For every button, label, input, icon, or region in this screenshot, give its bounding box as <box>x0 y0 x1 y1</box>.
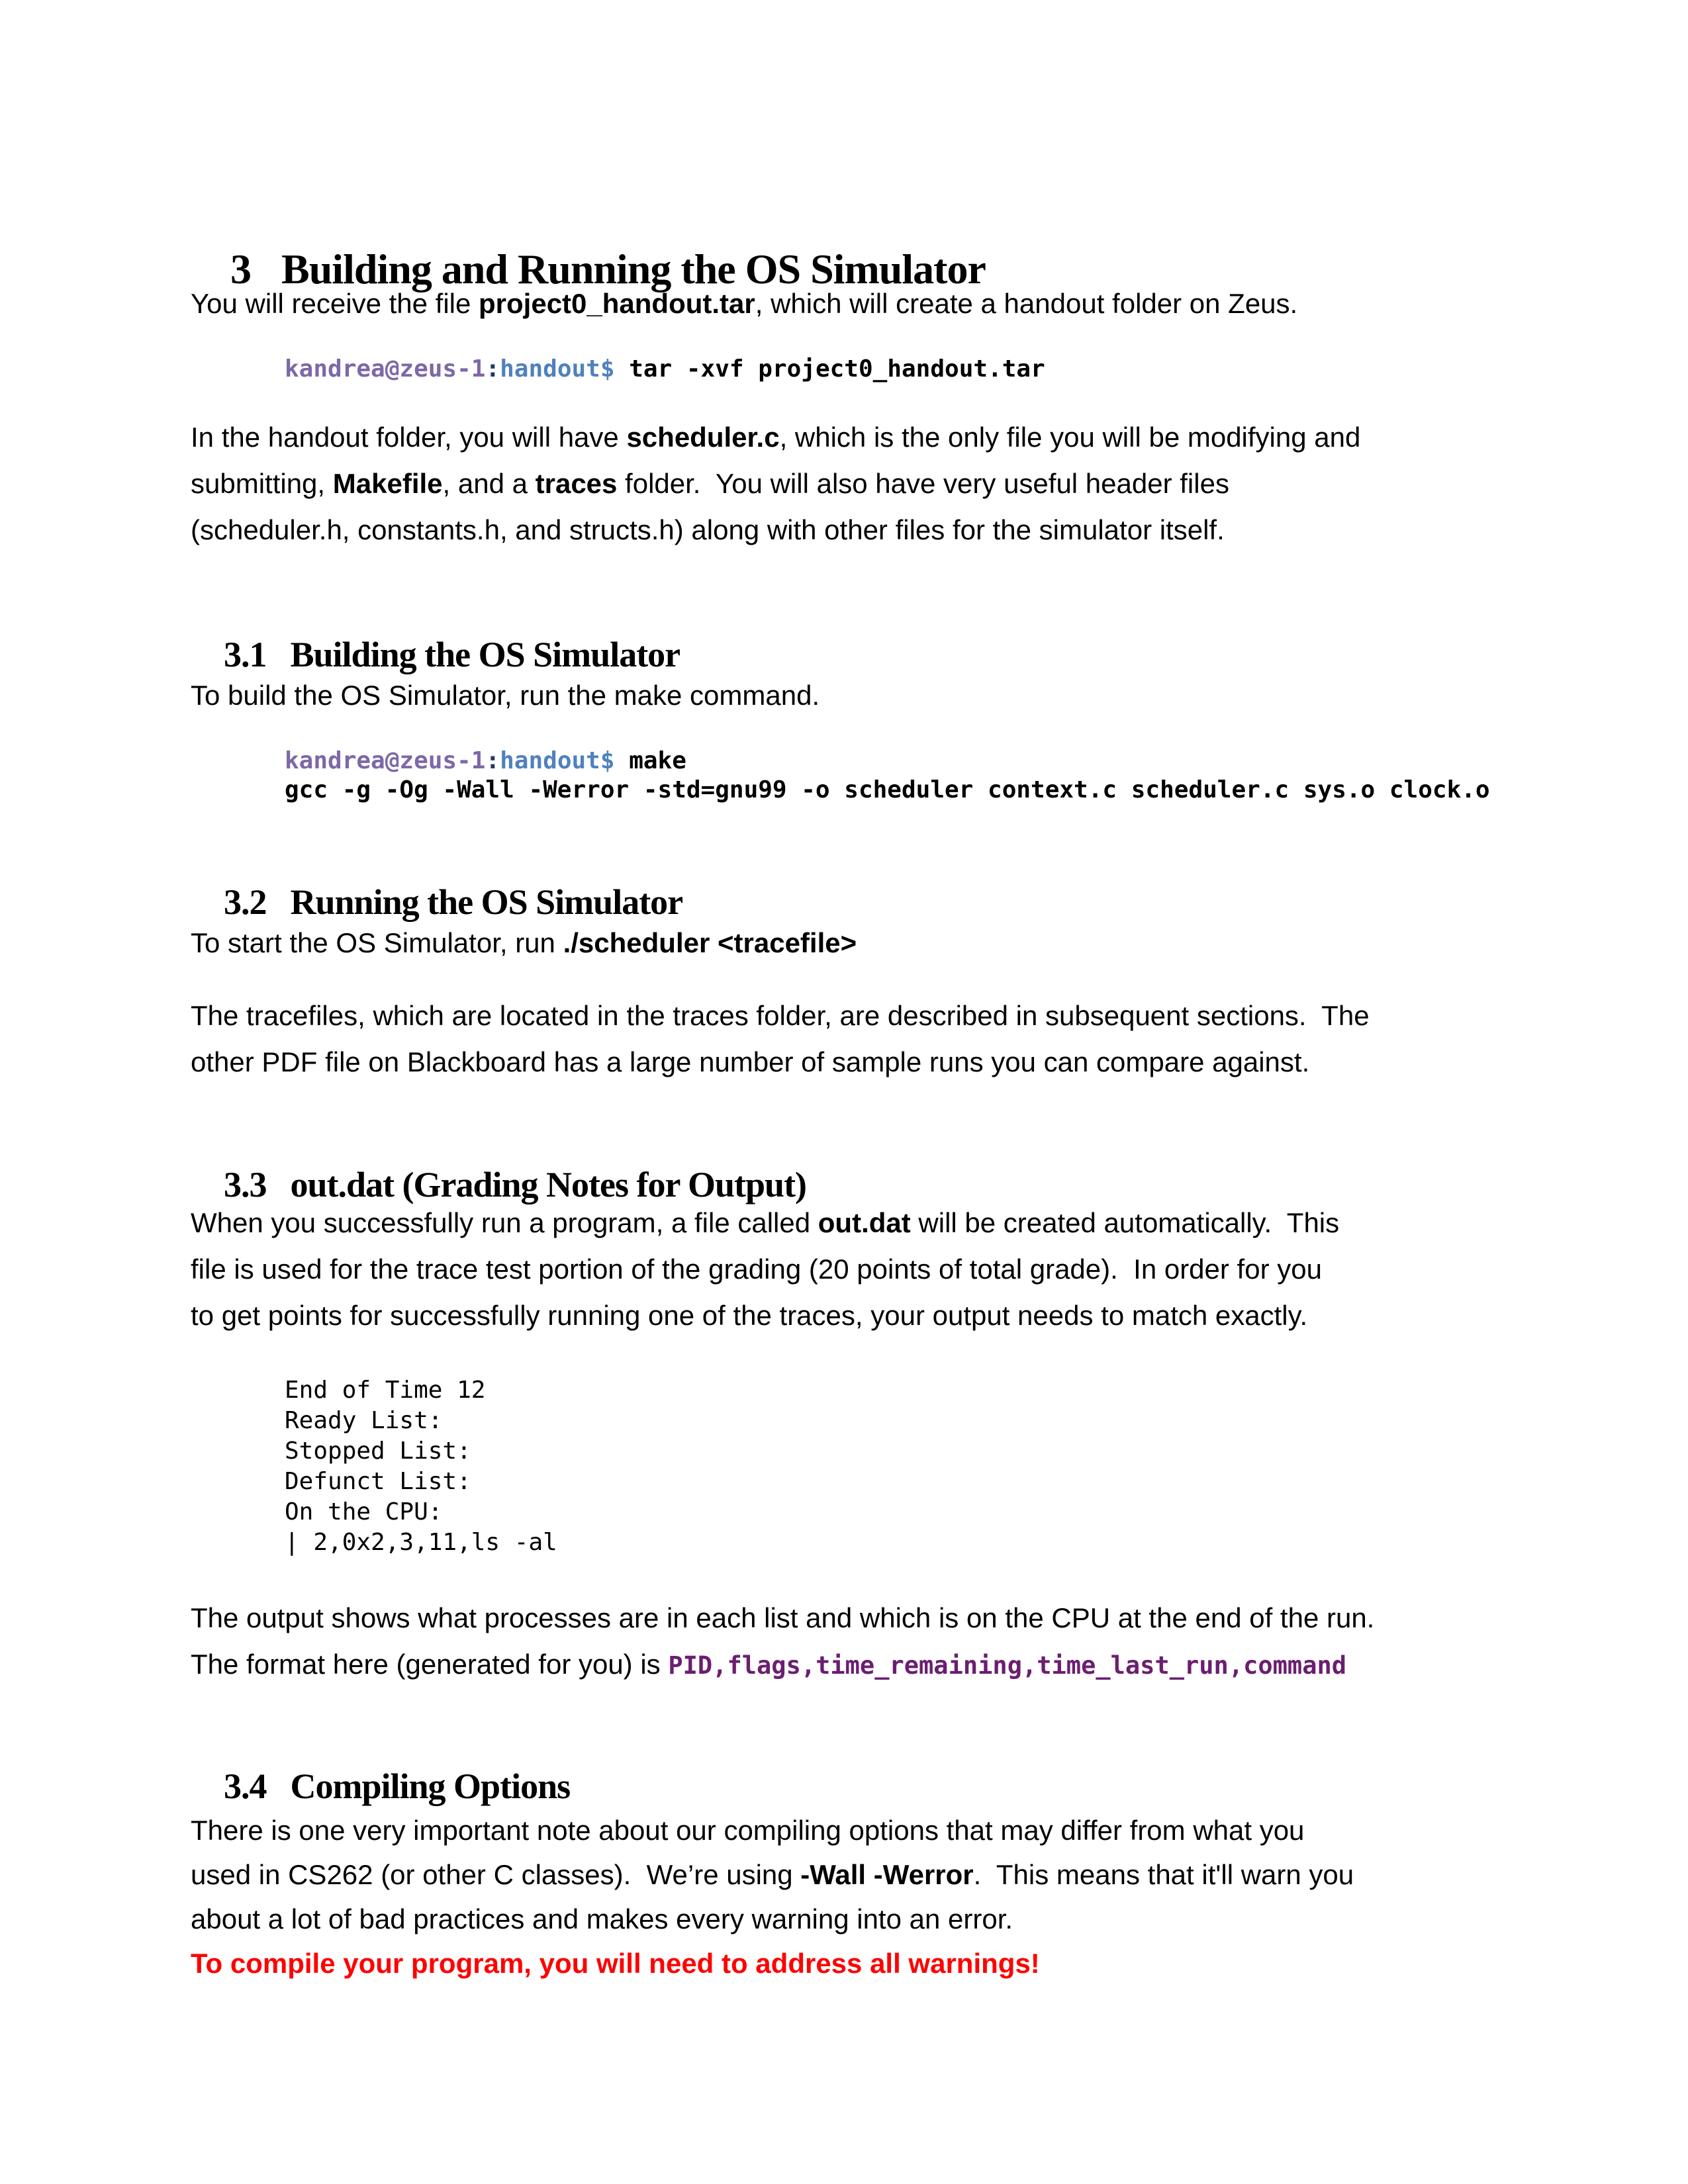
prompt-user: kandrea@zeus-1 <box>285 747 486 774</box>
section-title: Building the OS Simulator <box>290 635 680 674</box>
paragraph-intro <box>191 281 1297 327</box>
paragraph-run <box>191 920 857 966</box>
text-run: submitting, <box>191 468 333 499</box>
text-run-bold: out.dat <box>818 1207 911 1238</box>
prompt-user: kandrea@zeus-1 <box>285 355 486 383</box>
text-run: will be created automatically. This <box>910 1207 1340 1238</box>
text-run: . This means that it'll warn you <box>973 1859 1354 1890</box>
prompt-colon: : <box>485 355 500 383</box>
paragraph-outdat <box>191 1200 1339 1339</box>
text-run: The format here (generated for you) is <box>191 1649 669 1680</box>
sample-output-line: | 2,0x2,3,11,ls -al <box>285 1529 557 1556</box>
text-run: You will receive the file <box>191 288 479 319</box>
terminal-block-make <box>285 747 1490 805</box>
paragraph-line <box>191 1200 1339 1246</box>
sample-output-line: Ready List: <box>285 1407 443 1434</box>
prompt-path: handout$ <box>500 747 615 774</box>
section-number: 3.3 <box>224 1165 267 1205</box>
section-number: 3.4 <box>224 1766 267 1806</box>
prompt-path: handout$ <box>500 355 615 383</box>
text-run: , and a <box>442 468 536 499</box>
text-run: used in CS262 (or other C classes). We’re using <box>191 1859 801 1890</box>
paragraph-line <box>191 920 857 966</box>
paragraph-line: about a lot of bad practices and makes every warning into an error. <box>191 1903 1013 1934</box>
paragraph-compiling <box>191 1808 1354 1985</box>
paragraph-line: To build the OS Simulator, run the make command. <box>191 680 820 711</box>
text-run-bold: scheduler.c <box>626 422 780 453</box>
text-run: folder. You will also have very useful header files <box>617 468 1229 499</box>
text-run-bold: Makefile <box>332 468 443 499</box>
text-run-bold: traces <box>535 468 618 499</box>
sample-output-line: Defunct List: <box>285 1468 471 1495</box>
section-number: 3.1 <box>224 635 267 674</box>
terminal-block-tar <box>285 355 1045 384</box>
text-run-bold: project0_handout.tar <box>479 288 755 319</box>
paragraph-line <box>191 1852 1354 1897</box>
text-run: , which is the only file you will be modifying and <box>779 422 1361 453</box>
paragraph-line <box>191 1641 1374 1689</box>
terminal-command-line <box>285 747 1490 776</box>
section-title: out.dat (Grading Notes for Output) <box>290 1165 807 1205</box>
sample-output-block <box>285 1375 557 1558</box>
paragraph-line: other PDF file on Blackboard has a large number of sample runs you can compare against. <box>191 1046 1310 1077</box>
section-title: Running the OS Simulator <box>290 882 683 922</box>
section-number: 3 <box>230 246 251 293</box>
text-run: In the handout folder, you will have <box>191 422 627 453</box>
paragraph-line: to get points for successfully running one of the traces, your output needs to match exactly. <box>191 1300 1308 1331</box>
paragraph-line <box>191 461 1360 507</box>
paragraph-line: The tracefiles, which are located in the traces folder, are described in subsequent sections. The <box>191 1000 1370 1031</box>
section-title: Building and Running the OS Simulator <box>281 246 986 293</box>
section-number: 3.2 <box>224 882 267 922</box>
paragraph-line <box>191 281 1297 327</box>
paragraph-format <box>191 1595 1374 1689</box>
section-title: Compiling Options <box>290 1766 571 1806</box>
inline-code-format: PID,flags,time_remaining,time_last_run,command <box>668 1651 1347 1680</box>
sample-output-line: On the CPU: <box>285 1498 443 1525</box>
text-run: When you successfully run a program, a file called <box>191 1207 818 1238</box>
paragraph-handout <box>191 414 1360 553</box>
paragraph-line: (scheduler.h, constants.h, and structs.h) along with other files for the simulator itself. <box>191 514 1225 545</box>
text-run-bold: -Wall -Werror <box>800 1859 974 1890</box>
sample-output-line: End of Time 12 <box>285 1377 486 1404</box>
paragraph-build <box>191 672 820 719</box>
prompt-colon: : <box>485 747 500 774</box>
terminal-command-line <box>285 355 1045 384</box>
text-run-bold: ./scheduler <tracefile> <box>563 927 857 958</box>
terminal-command: tar -xvf project0_handout.tar <box>614 355 1045 383</box>
terminal-output-line: gcc -g -Og -Wall -Werror -std=gnu99 -o scheduler context.c scheduler.c sys.o clock.o <box>285 776 1490 803</box>
paragraph-tracefiles <box>191 993 1370 1085</box>
paragraph-line: file is used for the trace test portion of the grading (20 points of total grade). In order for you <box>191 1253 1322 1285</box>
paragraph-line: There is one very important note about our compiling options that may differ from what you <box>191 1815 1305 1846</box>
text-run: To start the OS Simulator, run <box>191 927 563 958</box>
warning-line: To compile your program, you will need to address all warnings! <box>191 1948 1040 1979</box>
paragraph-line: The output shows what processes are in each list and which is on the CPU at the end of the run. <box>191 1602 1375 1633</box>
terminal-command: make <box>614 747 686 774</box>
paragraph-line <box>191 414 1360 461</box>
sample-output-line: Stopped List: <box>285 1437 471 1465</box>
text-run: , which will create a handout folder on Zeus. <box>755 288 1298 319</box>
